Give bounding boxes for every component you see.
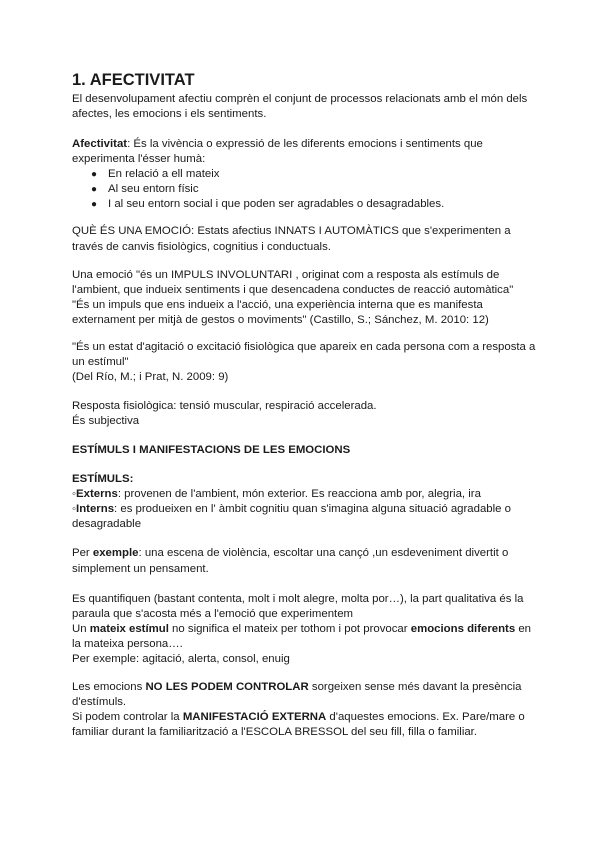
quote1-line-2: l'ambient, que indueix sentiments i que desencadena conductes de reacció automàtica" — [72, 284, 514, 296]
intro-line-2: afectes, les emocions i els sentiments. — [72, 108, 267, 120]
page-title: 1. AFECTIVITAT — [72, 71, 195, 89]
quote1-line-1: Una emoció "és un IMPULS INVOLUNTARI , originat com a resposta als estímuls de — [72, 269, 500, 281]
emocio-def-line-2: través de canvis fisiològics, cognitius i conductuals. — [72, 241, 331, 253]
control-line-3 — [72, 710, 525, 725]
bullet-icon: ● — [91, 199, 98, 210]
no-control-term: NO LES PODEM CONTROLAR — [145, 681, 309, 693]
externs-text: : provenen de l'ambient, món exterior. Es reacciona amb por, alegria, ira — [117, 488, 481, 500]
afectivitat-line-2: experimenta l'ésser humà: — [72, 153, 206, 165]
quantifiquen-pre: Un — [72, 623, 90, 635]
emocio-def-line-1: QUÈ ÉS UNA EMOCIÓ: Estats afectius INNATS I AUTOMÀTICS que s'experimenten a — [72, 225, 511, 237]
interns-text: : es produeixen en l' àmbit cognitiu quan s'imagina alguna situació agradable o — [114, 503, 511, 515]
exemple1-line-1 — [72, 546, 508, 561]
bullet-icon: ● — [91, 169, 98, 180]
bullet-icon: ● — [91, 184, 98, 195]
quote2-line-3: (Del Río, M.; i Prat, N. 2009: 9) — [72, 371, 229, 383]
exemple1-line-2: simplement un pensament. — [72, 563, 209, 575]
quantifiquen-line-5: Per exemple: agitació, alerta, consol, enuig — [72, 653, 290, 665]
quote1-line-4: externament per mitjà de gestos o moviments" (Castillo, S.; Sánchez, M. 2010: 12) — [72, 314, 489, 326]
exemple1-term: exemple — [92, 547, 139, 559]
resposta-line-2: És subjectiva — [72, 415, 140, 427]
circle-bullet-icon: ◦ — [72, 503, 77, 515]
quantifiquen-line-2: paraula que s'acosta més a l'emoció que experimentem — [72, 608, 354, 620]
interns-term: Interns — [76, 503, 115, 515]
afectivitat-line-1 — [72, 137, 483, 152]
mateix-estimul-term: mateix estímul — [89, 623, 169, 635]
list-item: En relació a ell mateix — [108, 168, 220, 180]
list-item: I al seu entorn social i que poden ser agradables o desagradables. — [108, 198, 445, 210]
quantifiquen-end: en — [515, 623, 532, 635]
intro-line-1: El desenvolupament afectiu comprèn el conjunt de processos relacionats amb el món dels — [72, 93, 528, 105]
control-l3-pre: Si podem controlar la — [72, 711, 183, 723]
control-pre: Les emocions — [72, 681, 146, 693]
quantifiquen-line-3 — [72, 622, 531, 637]
afectivitat-text: : És la vivència o expressió de les diferents emocions i sentiments que — [127, 138, 483, 150]
externs-term: Externs — [76, 488, 118, 500]
estimuls-heading: ESTÍMULS: — [72, 473, 134, 485]
quantifiquen-line-4: la mateixa persona…. — [72, 638, 183, 650]
resposta-line-1: Resposta fisiològica: tensió muscular, respiració accelerada. — [72, 400, 377, 412]
quantifiquen-mid: no significa el mateix per tothom i pot provocar — [168, 623, 411, 635]
quote2-line-2: un estímul" — [72, 356, 129, 368]
exemple1-text: : una escena de violència, escoltar una cançó ,un esdeveniment divertit o — [138, 547, 509, 559]
control-line-1 — [72, 680, 521, 695]
manifestacio-externa-term: MANIFESTACIÓ EXTERNA — [182, 711, 327, 723]
list-item: Al seu entorn físic — [108, 183, 199, 195]
quantifiquen-line-1: Es quantifiquen (bastant contenta, molt i molt alegre, molta por…), la part qualitativa és la — [72, 593, 524, 605]
control-line-2: d'estímuls. — [72, 696, 127, 708]
control-l3-rest: d'aquestes emocions. Ex. Pare/mare o — [326, 711, 525, 723]
interns-line — [72, 502, 511, 517]
quote1-line-3: "És un impuls que ens indueix a l'acció, una experiència interna que es manifesta — [72, 299, 483, 311]
interns-line-2: desagradable — [72, 518, 142, 530]
emocions-diferents-term: emocions diferents — [410, 623, 516, 635]
exemple1-pre: Per — [72, 547, 93, 559]
control-line-4: familiar durant la familiarització a l'ESCOLA BRESSOL del seu fill, filla o familiar. — [72, 726, 478, 738]
section-heading: ESTÍMULS I MANIFESTACIONS DE LES EMOCIONS — [72, 444, 351, 456]
quote2-line-1: "És un estat d'agitació o excitació fisiològica que apareix en cada persona com a resposta a — [72, 341, 536, 353]
afectivitat-term: Afectivitat — [72, 138, 128, 150]
circle-bullet-icon: ◦ — [72, 488, 77, 500]
externs-line — [72, 487, 481, 502]
control-rest: sorgeixen sense més davant la presència — [308, 681, 522, 693]
